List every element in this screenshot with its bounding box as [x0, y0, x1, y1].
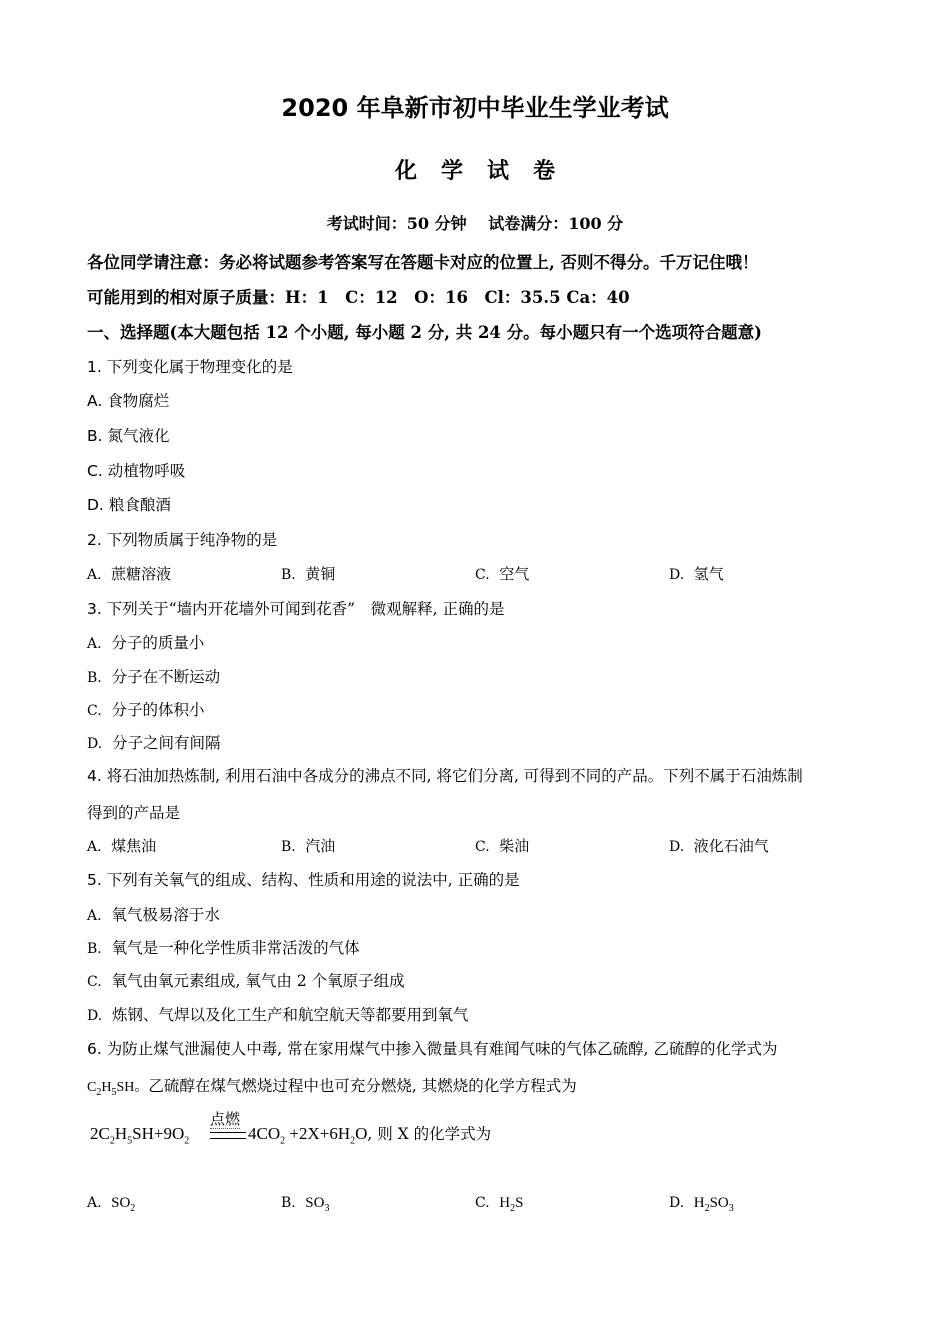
- question-number: 2.: [87, 531, 102, 549]
- equation-suffix: , 则 X 的化学式为: [367, 1125, 492, 1143]
- atomic-masses: 可能用到的相对原子质量：H：1 C：12 O：16 Cl：35.5 Ca：40: [87, 288, 630, 307]
- question-text: 将石油加热炼制, 利用石油中各成分的沸点不同, 将它们分离, 可得到不同的产品。下列不属于石油炼制: [106, 767, 803, 785]
- q4-option-d: D. 液化石油气: [669, 837, 769, 855]
- q3-option-d: D. 分子之间有间隔: [87, 734, 221, 752]
- question-3: [87, 597, 504, 619]
- question-text: 为防止煤气泄漏使人中毒, 常在家用煤气中掺入微量具有难闻气味的气体乙硫醇, 乙硫醇的化学式为: [106, 1040, 778, 1058]
- question-6-cont: $C_2H_5SH$。乙硫醇在煤气燃烧过程中也可充分燃烧, 其燃烧的化学方程式为: [87, 1077, 577, 1098]
- question-text: 下列物质属于纯净物的是: [106, 531, 278, 549]
- q1-option-d: D. 粮食酿酒: [87, 496, 171, 514]
- question-5: [87, 868, 520, 890]
- q2-option-a: A. 蔗糖溶液: [87, 565, 172, 583]
- q5-option-d: D. 炼钢、气焊以及化工生产和航空航天等都要用到氧气: [87, 1006, 469, 1024]
- q5-option-a: A. 氧气极易溶于水: [87, 906, 220, 924]
- q2-option-b: B. 黄铜: [281, 565, 336, 583]
- question-4: [87, 764, 803, 786]
- question-text: 下列有关氧气的组成、结构、性质和用途的说法中, 正确的是: [106, 871, 520, 889]
- section-heading: 一、选择题(本大题包括 12 个小题, 每小题 2 分, 共 24 分。每小题只有一个选项符合题意): [87, 323, 762, 342]
- products: $4CO_2 +2X+6H_2O$: [248, 1124, 368, 1147]
- question-number: 6.: [87, 1040, 102, 1058]
- exam-info: 考试时间：50 分钟 试卷满分：100 分: [326, 214, 624, 233]
- question-number: 5.: [87, 871, 102, 889]
- question-text: 下列关于“墙内开花墙外可闻到花香” 微观解释, 正确的是: [106, 600, 505, 618]
- q3-option-a: A. 分子的质量小: [87, 634, 205, 652]
- notice: 各位同学请注意：务必将试题参考答案写在答题卡对应的位置上, 否则不得分。千万记住哦！: [87, 253, 759, 272]
- chemical-equation: [90, 1110, 491, 1146]
- q6-option-a: A. $SO_2$: [87, 1195, 136, 1214]
- q5-option-b: B. 氧气是一种化学性质非常活泼的气体: [87, 939, 360, 957]
- question-number: 4.: [87, 767, 102, 785]
- question-1: [87, 355, 293, 377]
- q2-option-d: D. 氢气: [669, 565, 724, 583]
- question-text: 下列变化属于物理变化的是: [106, 358, 293, 376]
- formula-ethanethiol: $C_2H_5SH$。: [87, 1080, 149, 1098]
- q1-option-c: C. 动植物呼吸: [87, 462, 186, 480]
- q6-option-c: C. $H_2S$: [475, 1195, 524, 1214]
- q1-option-a: A. 食物腐烂: [87, 392, 170, 410]
- q3-option-c: C. 分子的体积小: [87, 701, 205, 719]
- question-number: 1.: [87, 358, 102, 376]
- question-number: 3.: [87, 600, 102, 618]
- q6-option-d: D. $H_2SO_3$: [669, 1195, 734, 1214]
- question-6: [87, 1037, 777, 1059]
- q3-option-b: B. 分子在不断运动: [87, 668, 221, 686]
- question-4-cont: 得到的产品是: [87, 804, 181, 822]
- q4-option-b: B. 汽油: [281, 837, 336, 855]
- q4-option-c: C. 柴油: [475, 837, 530, 855]
- q5-option-c: C. 氧气由氧元素组成, 氧气由 2 个氧原子组成: [87, 972, 405, 990]
- exam-subtitle: 化学试卷: [394, 159, 579, 184]
- reaction-condition: 点燃: [210, 1110, 241, 1128]
- q6-option-b: B. $SO_3$: [281, 1195, 330, 1214]
- q1-option-b: B. 氮气液化: [87, 427, 170, 445]
- question-2: [87, 528, 277, 550]
- exam-title: 2020 年阜新市初中毕业生学业考试: [281, 94, 669, 122]
- q4-option-a: A. 煤焦油: [87, 837, 157, 855]
- reactants: $2C_2H_5SH+9O_2$: [90, 1124, 190, 1147]
- q2-option-c: C. 空气: [475, 565, 530, 583]
